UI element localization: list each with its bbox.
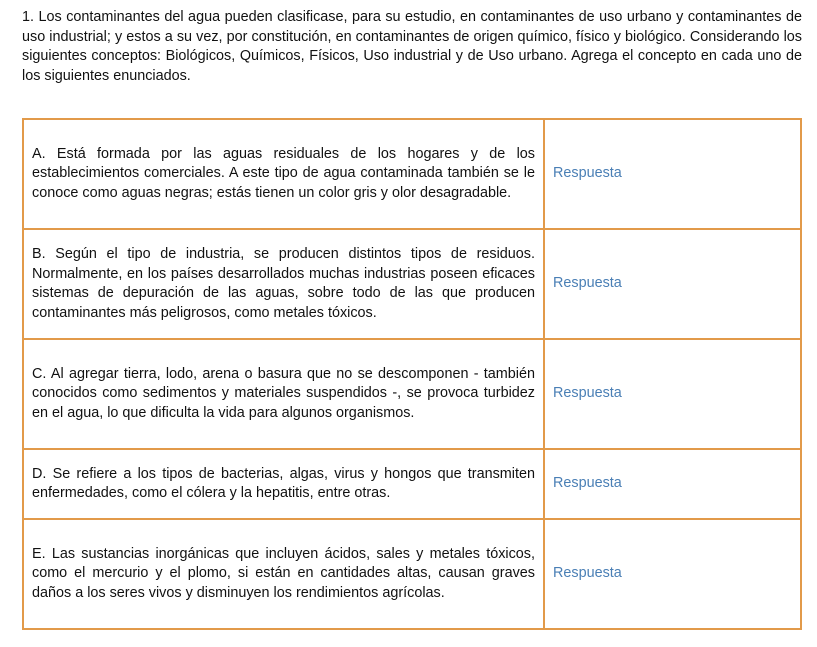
questions-table — [22, 118, 802, 630]
statement-a: A. Está formada por las aguas residuales de los hogares y de los establecimientos comerciales. A este tipo de agua contaminada también se le conoce como aguas negras; estás tienen un color gris y olor desagradable. — [23, 119, 544, 229]
table-row-d — [23, 449, 801, 519]
answer-field-d[interactable]: Respuesta — [553, 475, 622, 492]
answer-field-c[interactable]: Respuesta — [553, 385, 622, 402]
table-row-b — [23, 229, 801, 339]
statement-d: D. Se refiere a los tipos de bacterias, algas, virus y hongos que transmiten enfermedades, como el cólera y la hepatitis, entre otras. — [23, 449, 544, 519]
answer-cell-c[interactable] — [544, 339, 801, 449]
table-row-c — [23, 339, 801, 449]
statement-b: B. Según el tipo de industria, se producen distintos tipos de residuos. Normalmente, en los países desarrollados muchas industrias poseen eficaces sistemas de depuración de las aguas, sobre todo de las que producen contaminantes más peligrosos, como metales tóxicos. — [23, 229, 544, 339]
answer-field-e[interactable]: Respuesta — [553, 565, 622, 582]
answer-field-a[interactable]: Respuesta — [553, 165, 622, 182]
answer-cell-d[interactable] — [544, 449, 801, 519]
answer-cell-a[interactable] — [544, 119, 801, 229]
answer-field-b[interactable]: Respuesta — [553, 275, 622, 292]
instructions-text: 1. Los contaminantes del agua pueden clasificase, para su estudio, en contaminantes de uso urbano y contaminantes de uso industrial; y estos a su vez, por constitución, en contaminantes de origen químico, físico y biológico. Considerando los siguientes conceptos: Biológicos, Químicos, Físicos, Uso industrial y de Uso urbano. Agrega el concepto en cada uno de los siguientes enunciados. — [22, 9, 802, 84]
answer-cell-b[interactable] — [544, 229, 801, 339]
table-row-a — [23, 119, 801, 229]
answer-cell-e[interactable] — [544, 519, 801, 629]
statement-e: E. Las sustancias inorgánicas que incluyen ácidos, sales y metales tóxicos, como el mercurio y el plomo, si están en cantidades altas, causan graves daños a los seres vivos y disminuyen los rendimientos agrícolas. — [23, 519, 544, 629]
statement-c: C. Al agregar tierra, lodo, arena o basura que no se descomponen - también conocidos como sedimentos y materiales suspendidos -, se provoca turbidez en el agua, lo que dificulta la vida para algunos organismos. — [23, 339, 544, 449]
table-row-e — [23, 519, 801, 629]
